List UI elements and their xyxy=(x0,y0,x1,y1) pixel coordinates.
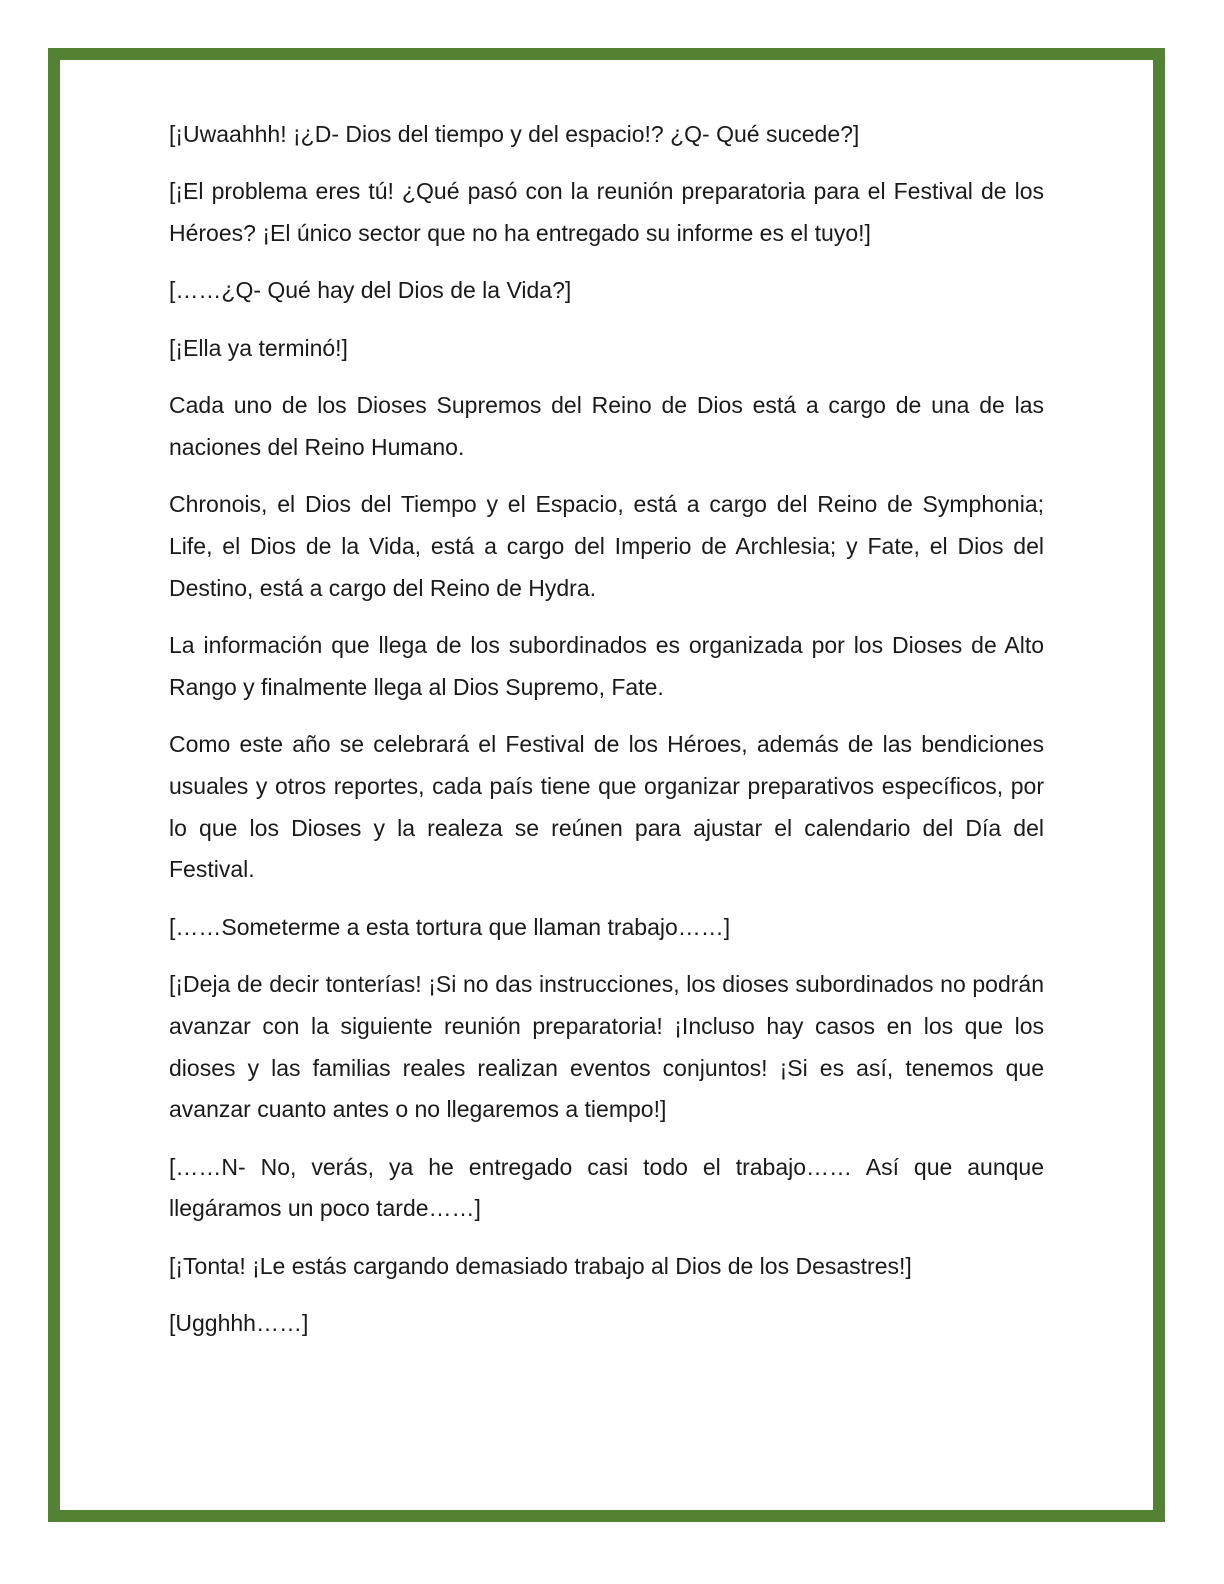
paragraph: Como este año se celebrará el Festival de los Héroes, además de las bendiciones usuales y otros reportes, cada país tiene que organizar preparativos específicos, por lo que los Dioses y la realeza se reúnen para ajustar el calendario del Día del Festival. xyxy=(169,731,1044,883)
paragraph: [¡Tonta! ¡Le estás cargando demasiado trabajo al Dios de los Desastres!] xyxy=(169,1252,912,1279)
paragraph: [¡Uwaahhh! ¡¿D- Dios del tiempo y del espacio!? ¿Q- Qué sucede?] xyxy=(169,121,860,147)
document-body xyxy=(169,114,1044,1361)
paragraph: Cada uno de los Dioses Supremos del Reino de Dios está a cargo de una de las naciones del Reino Humano. xyxy=(169,392,1044,460)
paragraph: Chronois, el Dios del Tiempo y el Espacio, está a cargo del Reino de Symphonia; Life, el Dios de la Vida, está a cargo del Imperio de Archlesia; y Fate, el Dios del Destino, está a cargo del Reino de Hydra. xyxy=(169,491,1044,601)
paragraph: [¡Deja de decir tonterías! ¡Si no das instrucciones, los dioses subordinados no podrán avanzar con la siguiente reunión preparatoria! ¡Incluso hay casos en los que los dioses y las familias reales realizan eventos conjuntos! ¡Si es así, tenemos que avanzar cuanto antes o no llegaremos a tiempo!] xyxy=(169,971,1044,1123)
paragraph: La información que llega de los subordinados es organizada por los Dioses de Alto Rango y finalmente llega al Dios Supremo, Fate. xyxy=(169,632,1044,700)
paragraph: [……N- No, verás, ya he entregado casi todo el trabajo…… Así que aunque llegáramos un poco tarde……] xyxy=(169,1153,1044,1222)
paragraph: [……¿Q- Qué hay del Dios de la Vida?] xyxy=(169,277,572,304)
paragraph: [¡Ella ya terminó!] xyxy=(169,334,348,361)
paragraph: [……Someterme a esta tortura que llaman trabajo……] xyxy=(169,913,731,940)
paragraph: [¡El problema eres tú! ¿Qué pasó con la reunión preparatoria para el Festival de los Héroes? ¡El único sector que no ha entregado su informe es el tuyo!] xyxy=(169,178,1044,247)
paragraph: [Ugghhh……] xyxy=(169,1310,309,1337)
